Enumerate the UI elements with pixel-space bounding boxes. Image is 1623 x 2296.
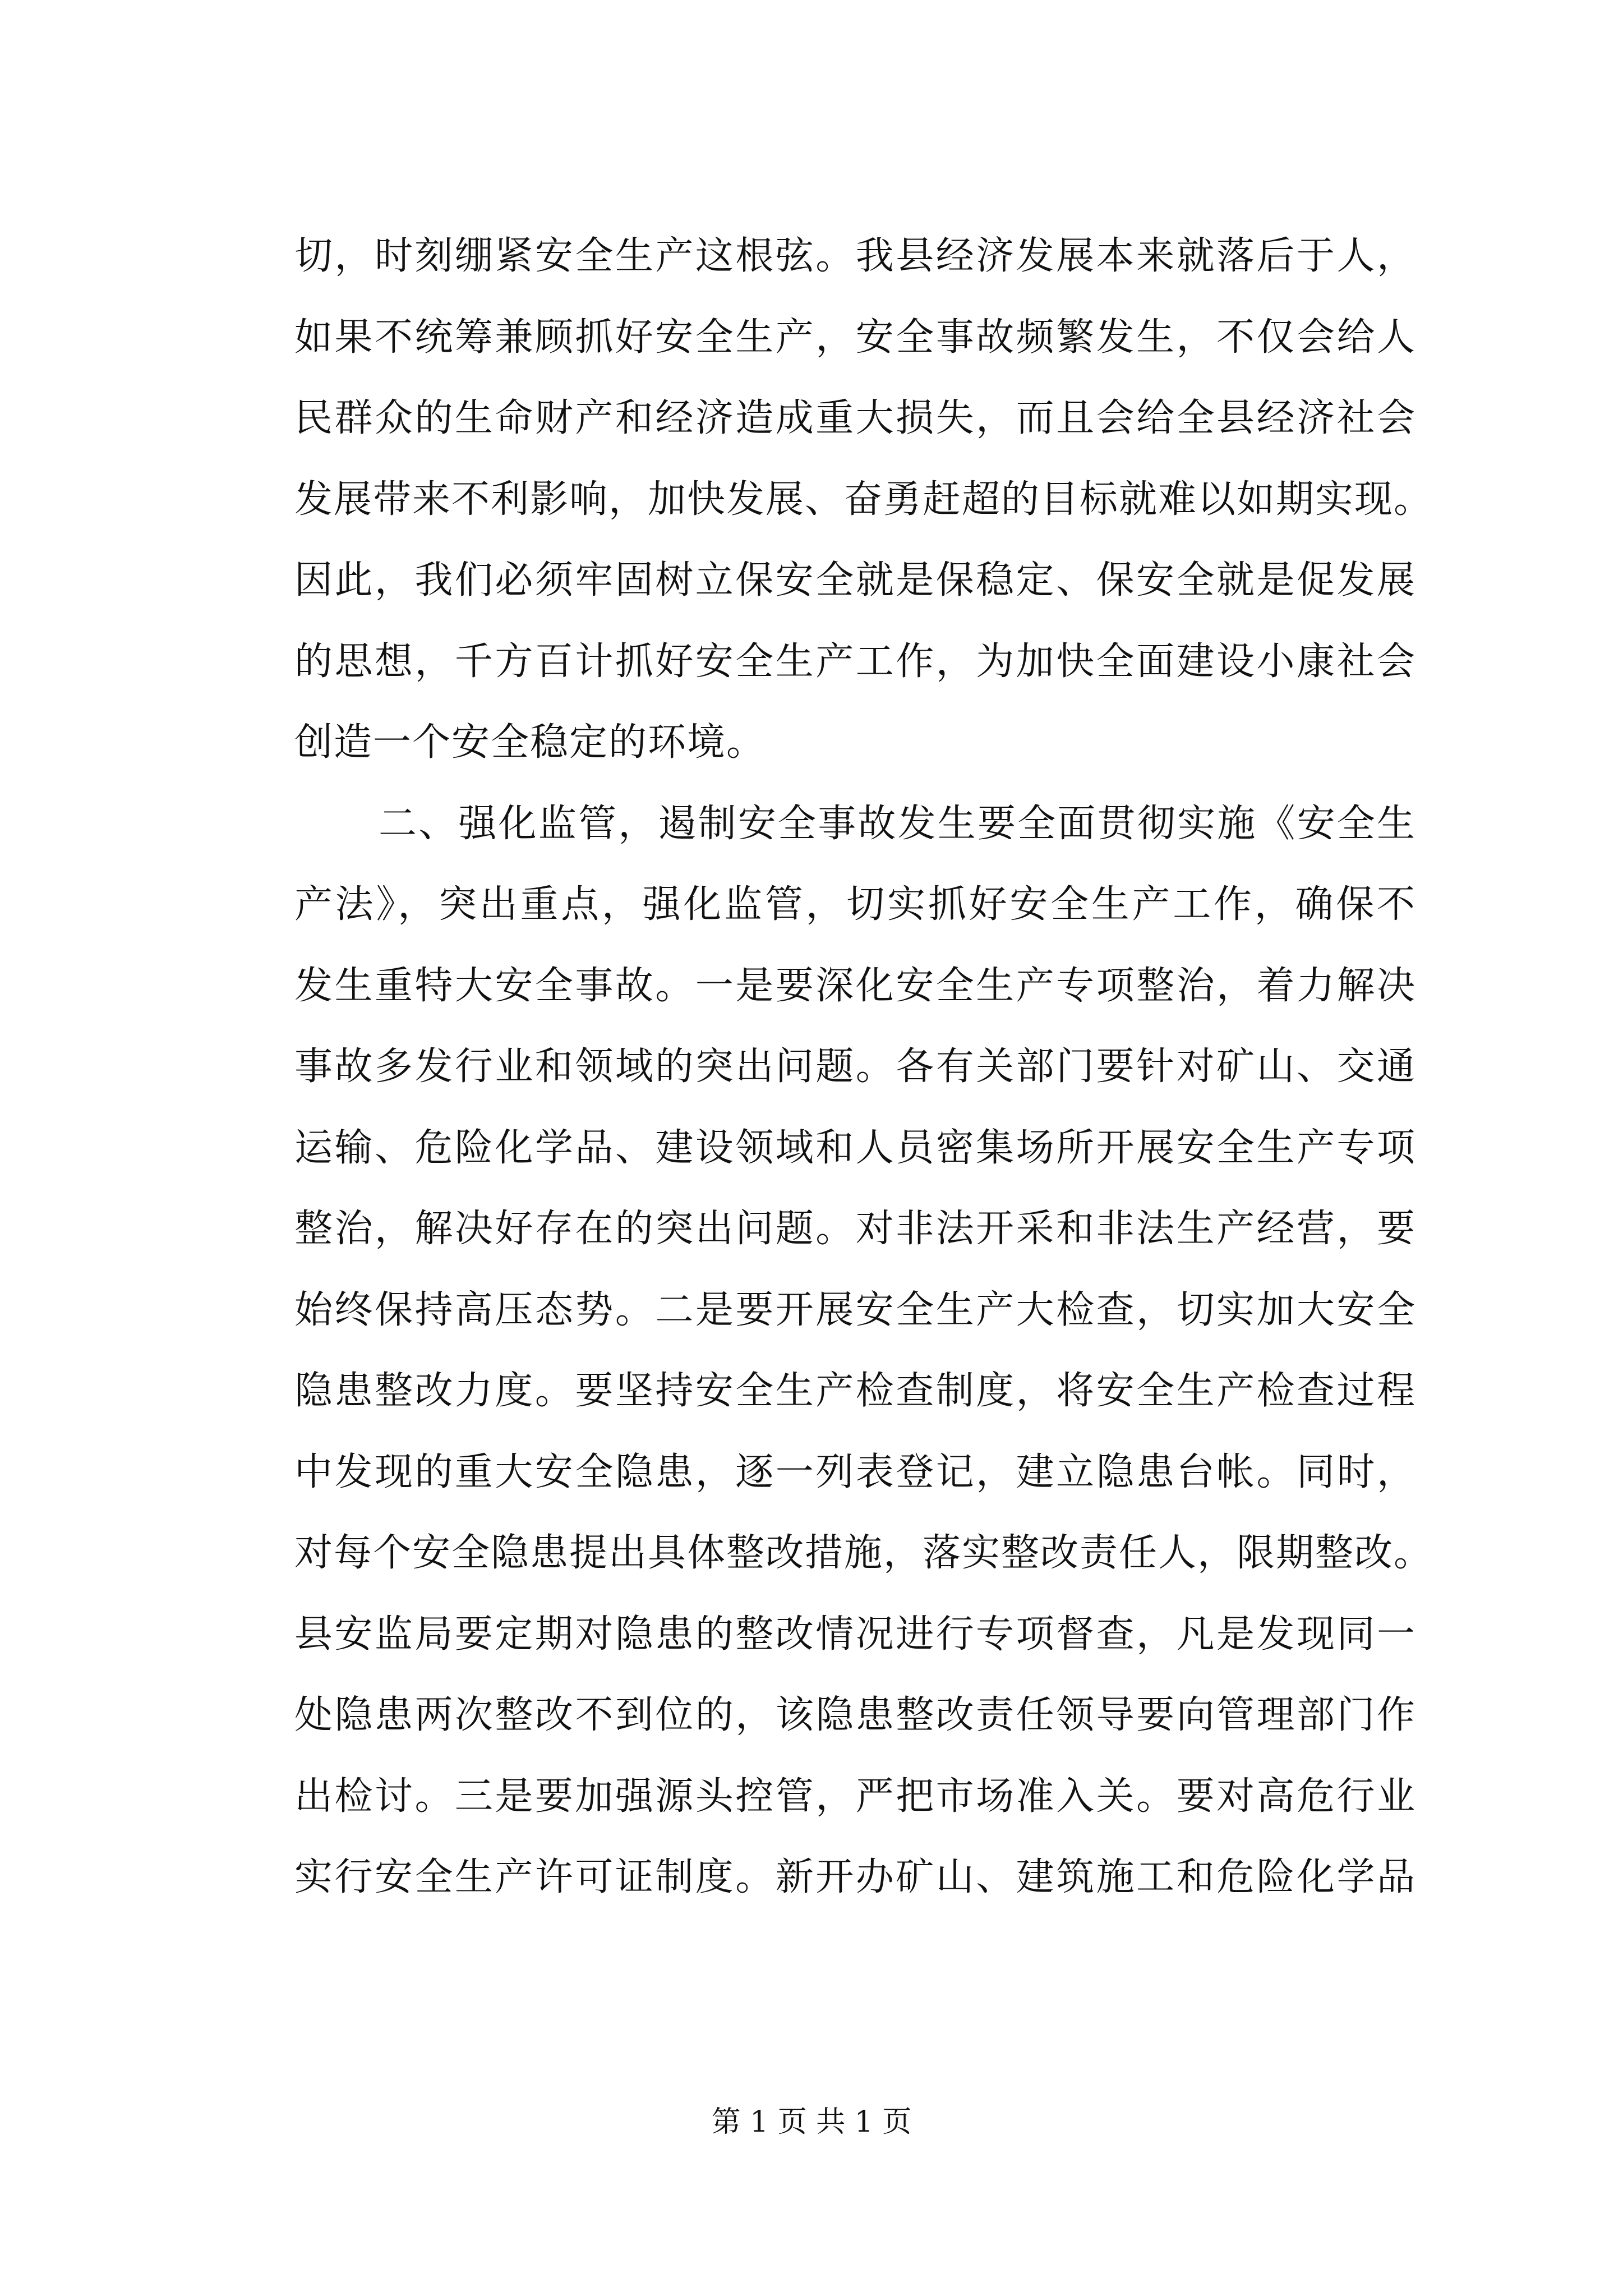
text-line: 对每个安全隐患提出具体整改措施，落实整改责任人，限期整改。 <box>294 1531 1433 1575</box>
page-number-label: 第 1 页 共 1 页 <box>711 2105 912 2139</box>
text-line: 出检讨。三是要加强源头控管，严把市场准入关。要对高危行业 <box>294 1774 1416 1819</box>
text-line: 始终保持高压态势。二是要开展安全生产大检查，切实加大安全 <box>294 1287 1416 1332</box>
text-line: 县安监局要定期对隐患的整改情况进行专项督查，凡是发现同一 <box>294 1612 1416 1657</box>
text-line: 中发现的重大安全隐患，逐一列表登记，建立隐患台帐。同时， <box>294 1450 1416 1494</box>
document-body <box>294 216 1433 1918</box>
text-line: 切，时刻绷紧安全生产这根弦。我县经济发展本来就落后于人， <box>294 234 1416 278</box>
text-line: 整治，解决好存在的突出问题。对非法开采和非法生产经营，要 <box>294 1207 1416 1251</box>
text-line: 事故多发行业和领域的突出问题。各有关部门要针对矿山、交通 <box>294 1045 1416 1089</box>
text-line: 如果不统筹兼顾抓好安全生产，安全事故频繁发生，不仅会给人 <box>294 315 1416 360</box>
text-line: 因此，我们必须牢固树立保安全就是保稳定、保安全就是促发展 <box>294 558 1416 602</box>
text-line: 实行安全生产许可证制度。新开办矿山、建筑施工和危险化学品 <box>294 1855 1416 1899</box>
text-line: 创造一个安全稳定的环境。 <box>294 720 766 765</box>
text-line: 发展带来不利影响，加快发展、奋勇赶超的目标就难以如期实现。 <box>294 477 1433 522</box>
text-line: 产法》，突出重点，强化监管，切实抓好安全生产工作，确保不 <box>294 882 1416 927</box>
text-line: 发生重特大安全事故。一是要深化安全生产专项整治，着力解决 <box>294 963 1416 1008</box>
text-line: 运输、危险化学品、建设领域和人员密集场所开展安全生产专项 <box>294 1125 1416 1170</box>
text-line: 隐患整改力度。要坚持安全生产检查制度，将安全生产检查过程 <box>294 1369 1416 1413</box>
text-line: 民群众的生命财产和经济造成重大损失，而且会给全县经济社会 <box>294 396 1416 440</box>
page-footer <box>0 2102 1623 2142</box>
text-line: 处隐患两次整改不到位的，该隐患整改责任领导要向管理部门作 <box>294 1693 1416 1737</box>
text-line: 的思想，千方百计抓好安全生产工作，为加快全面建设小康社会 <box>294 639 1416 684</box>
section-heading-line: 二、强化监管，遏制安全事故发生要全面贯彻实施《安全生 <box>379 801 1416 846</box>
